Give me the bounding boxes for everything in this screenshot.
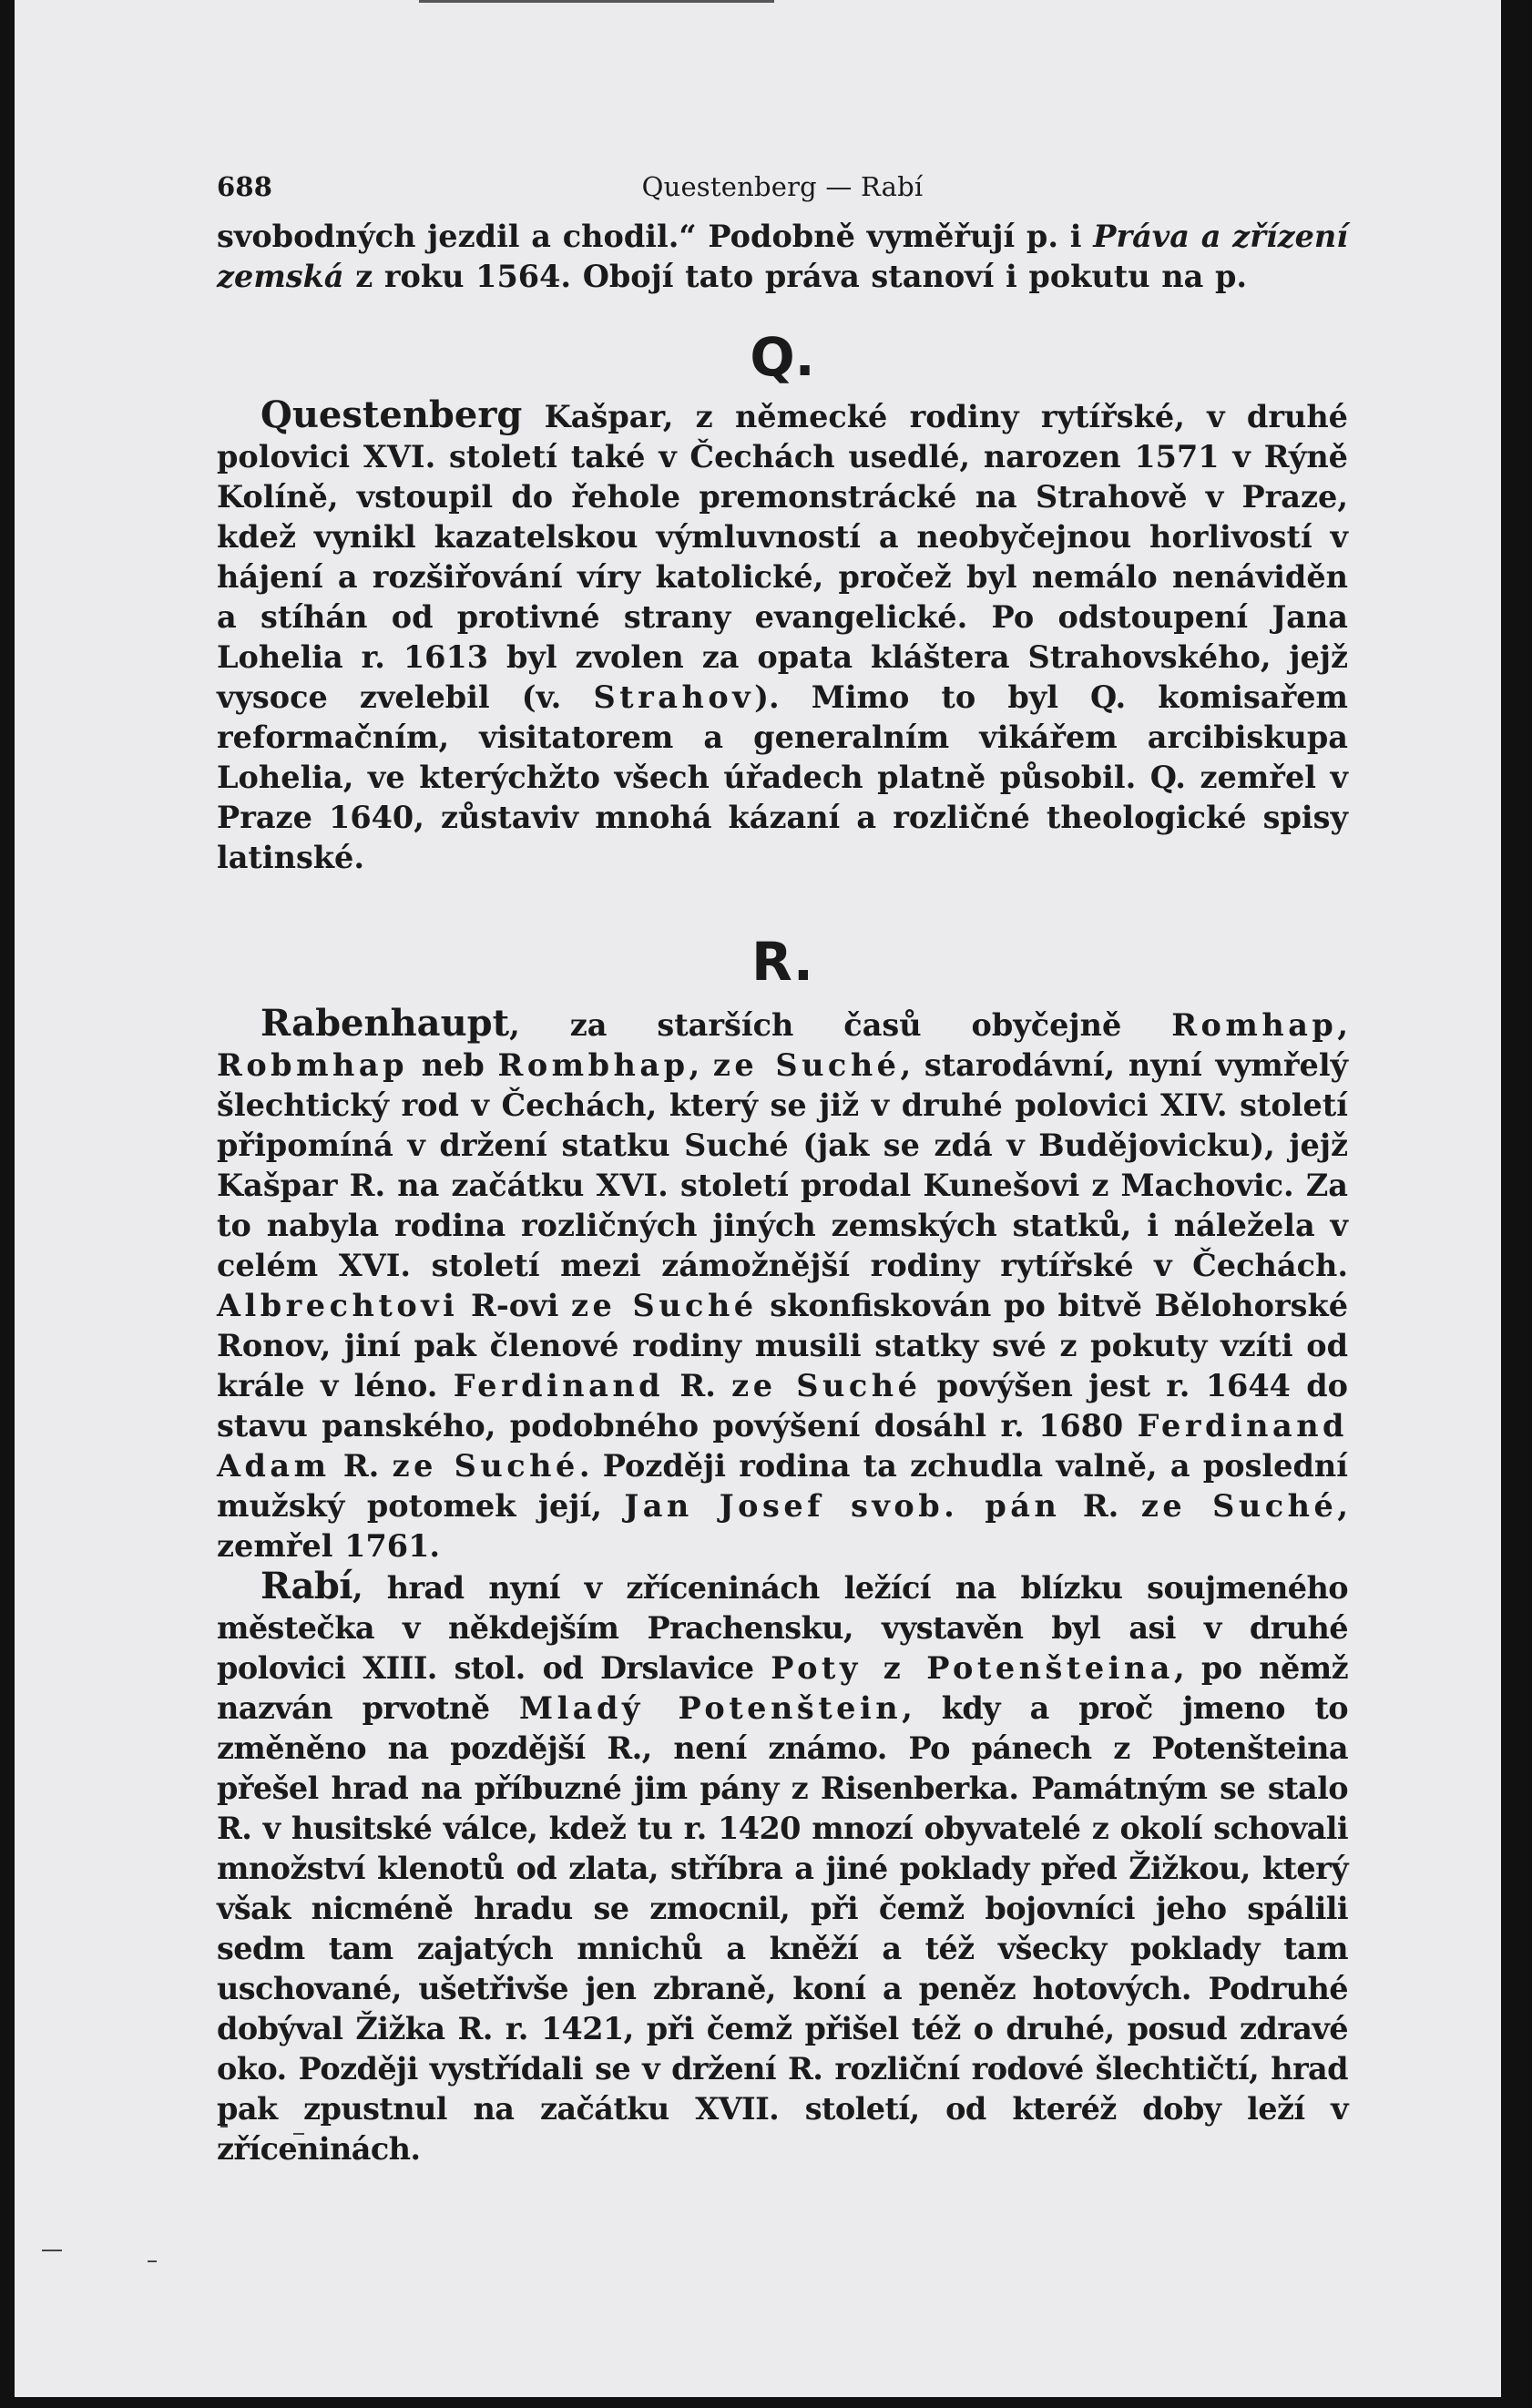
- scan-border-bottom: [0, 2397, 1532, 2408]
- cross-reference: Strahov: [593, 679, 755, 715]
- spaced-name: Mladý Potenštein: [518, 1690, 903, 1726]
- entry-text: , zemřel 1761.: [217, 1488, 1348, 1564]
- spaced-name: Poty z Potenšteina: [771, 1650, 1174, 1686]
- spaced-name: ze Suché: [731, 1368, 922, 1403]
- entry-text: . Později rodina ta zchudla valně, a poslední mužský potomek její,: [217, 1448, 1348, 1524]
- spaced-name: Romhap: [1171, 1007, 1338, 1043]
- intro-paragraph: [217, 217, 1348, 297]
- entry-text: ). Mimo to byl Q. komisařem reformačním, visitatorem a generalním vikářem arcibiskupa Lohelia, ve kterýchžto všech úřadech platně působil. Q. zemřel v Praze 1640, zůstaviv mnohá kázaní a rozličné theologické spisy latinské.: [217, 679, 1348, 875]
- section-letter-r: R.: [751, 931, 813, 993]
- entry-text: , po němž nazván prvotně: [217, 1650, 1348, 1726]
- section-letter-q: Q.: [750, 326, 815, 388]
- entry-text: , hrad nyní v zříceninách ležící na blízku soujmeného městečka v někdejším Prachensku, vystavěn byl asi v druhé polovici XIII. stol. od Drslavice: [217, 1570, 1348, 1686]
- scan-border-right: [1501, 0, 1532, 2408]
- spaced-name: ze Suché: [392, 1448, 579, 1484]
- scan-border-top: [419, 0, 774, 3]
- entry-text: , kdy a proč jmeno to změněno na pozdější R., není známo. Po pánech z Potenšteina přešel hrad na příbuzné jim pány z Risenberka. Památným se stalo R. v husitské válce, kdež tu r. 1420 mnozí obyvatelé z okolí schovali množství klenotů od zlata, stříbra a jiné poklady před Žižkou, který však nicméně hradu se zmocnil, při čemž bojovníci jeho spálili sedm tam zajatých mnichů a kněží a též všecky poklady tam uschované, ušetřivše jen zbraně, koní a peněz hotových. Podruhé dobýval Žižka R. r. 1421, při čemž přišel též o druhé, posud zdravé oko. Později vystřídali se v držení R. rozliční rodové šlechtičtí, hrad pak zpustnul na začátku XVII. století, od kteréž doby leží v zříceninách.: [217, 1690, 1349, 2167]
- entry-questenberg: [217, 395, 1348, 878]
- entry-text: ,: [689, 1047, 713, 1083]
- entry-text: skonfiskován po bitvě Bělohorské Ronov, jiní pak členové rodiny musili statky své z pokuty vzíti od krále v léno.: [217, 1288, 1349, 1403]
- entry-text: povýšen jest r. 1644 do stavu panského, podobného povýšení dosáhl r. 1680: [217, 1368, 1348, 1444]
- spaced-name: Rombhap: [497, 1047, 689, 1083]
- scan-border-left: [0, 0, 15, 2408]
- entry-rabi: [217, 1566, 1348, 2169]
- spaced-name: Albrechtovi: [217, 1288, 459, 1323]
- entry-rabenhaupt: [217, 1004, 1348, 1566]
- entry-text: neb: [408, 1047, 498, 1083]
- entry-text: R.: [1060, 1488, 1141, 1524]
- spaced-name: ze Suché: [1140, 1488, 1338, 1524]
- running-title: Questenberg — Rabí: [641, 171, 924, 202]
- spaced-name: Ferdinand Adam: [217, 1408, 1348, 1484]
- entry-text: R.: [330, 1448, 393, 1484]
- spaced-name: Jan Josef svob. pán: [624, 1488, 1061, 1524]
- spaced-name: Robmhap: [217, 1047, 409, 1083]
- scan-speck: [148, 2260, 157, 2262]
- intro-text: z roku 1564. Obojí tato práva stanoví i pokutu na p.: [343, 259, 1248, 294]
- entry-headword: Rabenhaupt: [260, 1002, 510, 1045]
- spaced-name: Ferdinand: [453, 1368, 665, 1403]
- entry-text: R.: [664, 1368, 732, 1403]
- spaced-name: ze Suché: [712, 1047, 901, 1083]
- entry-text: , za starších časů obyčejně: [509, 1007, 1172, 1043]
- entry-text: Kašpar, z německé rodiny rytířské, v druhé polovici XVI. století také v Čechách usedlé, narozen 1571 v Rýně Kolíně, vstoupil do řehole premonstrácké na Strahově v Praze, kdež vynikl kazatelskou výmluvností a neobyčejnou horlivostí v hájení a rozšiřování víry katolické, pročež byl nemálo nenáviděn a stíhán od protivné strany evangelické. Po odstoupení Jana Lohelia r. 1613 byl zvolen za opata kláštera Strahovského, jejž vysoce zvelebil (v.: [217, 399, 1348, 715]
- intro-italic-title: Práva a zřízení zemská: [217, 219, 1348, 294]
- entry-text: , starodávní, nyní vymřelý šlechtický rod v Čechách, který se již v druhé polovici XIV. století připomíná v držení statku Suché (jak se zdá v Budějovicku), jejž Kašpar R. na začátku XVI. století prodal Kunešovi z Machovic. Za to nabyla rodina rozličných jiných zemských statků, i náležela v celém XVI. století mezi zámožnější rodiny rytířské v Čechách.: [217, 1047, 1349, 1283]
- entry-text: R-ovi: [458, 1288, 571, 1323]
- running-header: [217, 171, 1348, 217]
- book-page: [217, 171, 1348, 2169]
- page-number: 688: [217, 171, 273, 202]
- scan-speck: [42, 2250, 62, 2251]
- entry-headword: Rabí: [260, 1565, 352, 1607]
- entry-headword: Questenberg: [260, 393, 523, 436]
- intro-text: svobodných jezdil a chodil.“ Podobně vyměřují p. i: [217, 219, 1094, 254]
- entry-text: ,: [1337, 1007, 1348, 1043]
- spaced-name: ze Suché: [571, 1288, 758, 1323]
